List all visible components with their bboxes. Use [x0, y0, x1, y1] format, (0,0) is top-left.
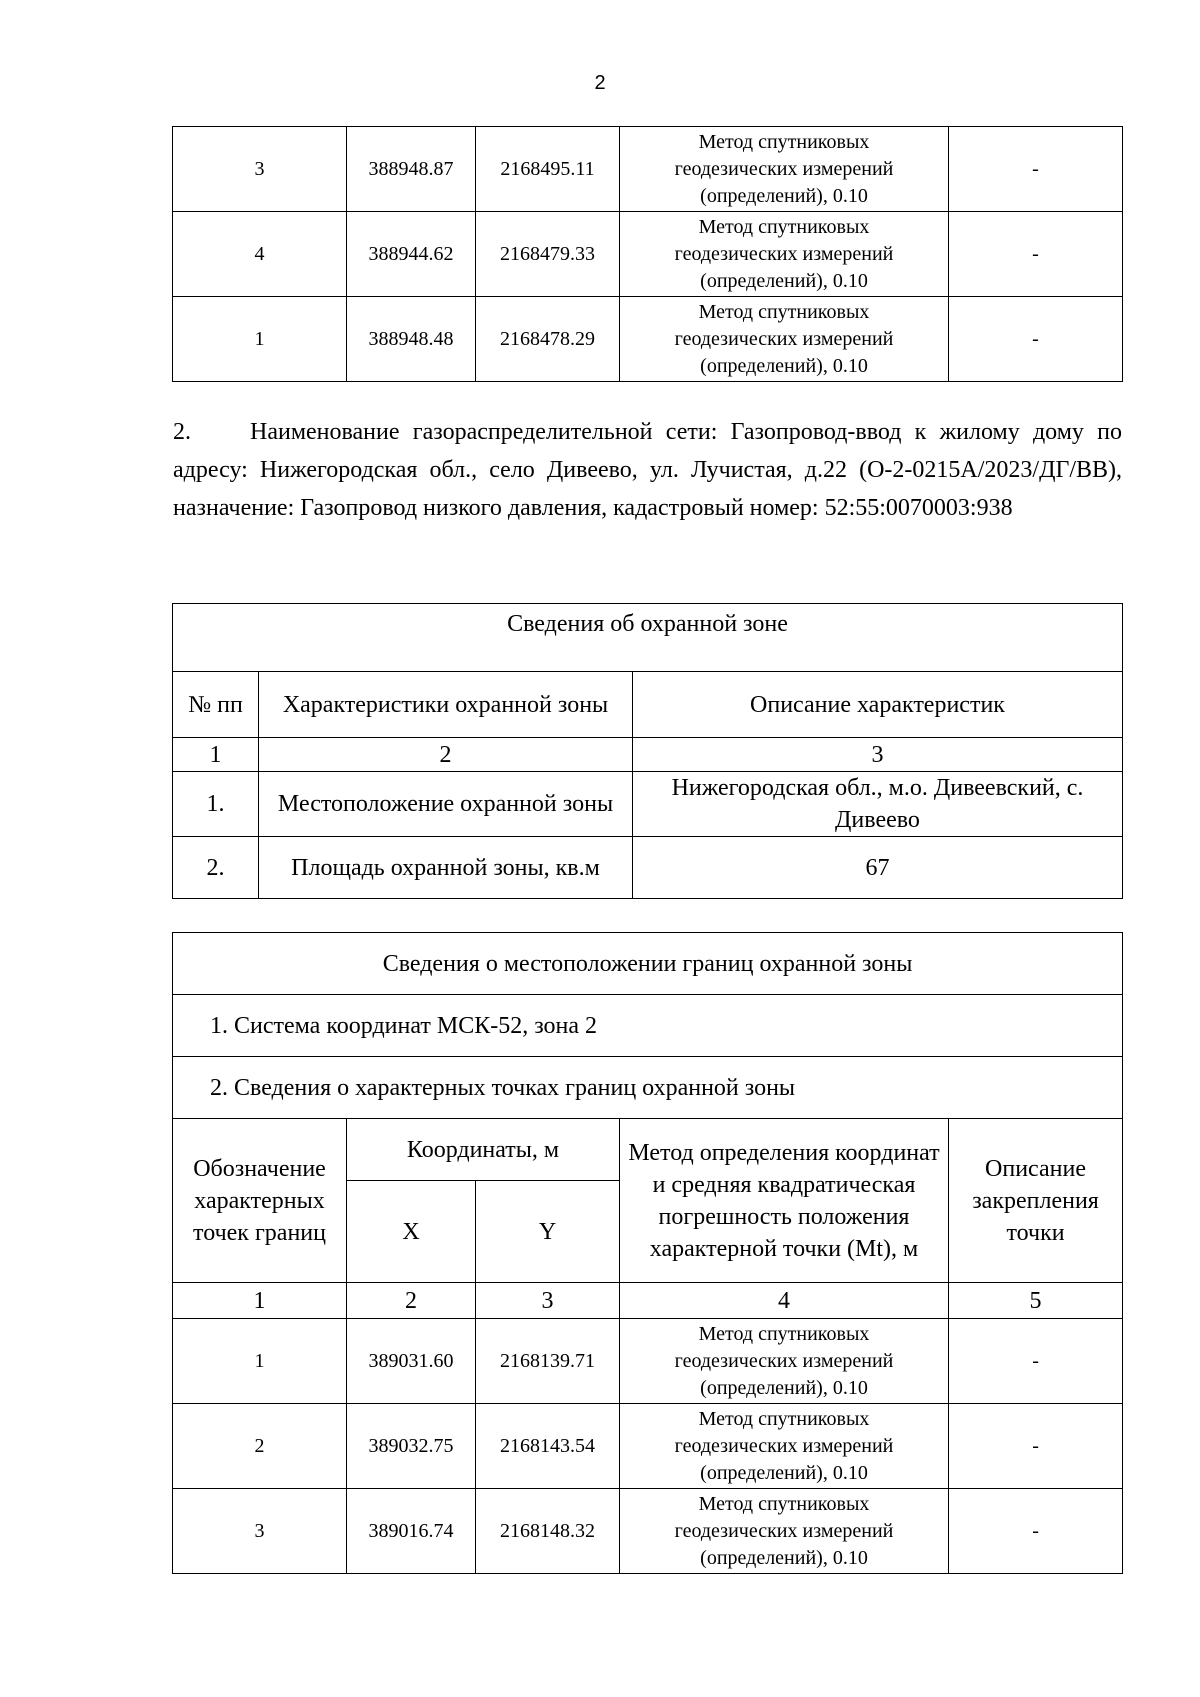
point-cell: 4 — [173, 212, 347, 297]
col-number: 3 — [633, 738, 1123, 772]
header-characteristics: Характеристики охранной зоны — [259, 672, 633, 738]
point-cell: 3 — [173, 1489, 347, 1574]
row-number: 1. — [173, 772, 259, 837]
table-row — [173, 212, 1123, 297]
point-cell: 2 — [173, 1404, 347, 1489]
page-number: 2 — [594, 72, 606, 94]
fixing-cell: - — [949, 127, 1123, 212]
col-number: 2 — [347, 1283, 476, 1319]
table-row — [173, 1404, 1123, 1489]
col-number: 1 — [173, 738, 259, 772]
points-title: 2. Сведения о характерных точках границ охранной зоны — [173, 1057, 1123, 1119]
header-number: № пп — [173, 672, 259, 738]
boundary-coordinates-table — [172, 932, 1123, 1574]
header-fixing: Описание закрепления точки — [949, 1119, 1123, 1283]
point-cell: 1 — [173, 1319, 347, 1404]
header-x: X — [347, 1181, 476, 1283]
x-cell: 388948.48 — [347, 297, 476, 382]
table-row — [173, 1319, 1123, 1404]
fixing-cell: - — [949, 1489, 1123, 1574]
y-cell: 2168143.54 — [476, 1404, 620, 1489]
section-number: 2. — [173, 419, 191, 445]
row-value: 67 — [633, 837, 1123, 899]
y-cell: 2168478.29 — [476, 297, 620, 382]
header-y: Y — [476, 1181, 620, 1283]
section-2-paragraph — [173, 413, 1122, 527]
col-number: 1 — [173, 1283, 347, 1319]
header-description: Описание характеристик — [633, 672, 1123, 738]
col-number: 5 — [949, 1283, 1123, 1319]
header-method: Метод определения координат и средняя квадратическая погрешность положения характерной точки (Mt), м — [620, 1119, 949, 1283]
y-cell: 2168479.33 — [476, 212, 620, 297]
point-cell: 1 — [173, 297, 347, 382]
table-row — [173, 772, 1123, 837]
table-row — [173, 127, 1123, 212]
boundary-table-title: Сведения о местоположении границ охранной зоны — [173, 933, 1123, 995]
table-row — [173, 837, 1123, 899]
method-cell: Метод спутниковых геодезических измерений (определений), 0.10 — [620, 1404, 949, 1489]
fixing-cell: - — [949, 297, 1123, 382]
method-cell: Метод спутниковых геодезических измерений (определений), 0.10 — [620, 212, 949, 297]
col-number: 4 — [620, 1283, 949, 1319]
x-cell: 389016.74 — [347, 1489, 476, 1574]
y-cell: 2168139.71 — [476, 1319, 620, 1404]
method-cell: Метод спутниковых геодезических измерений (определений), 0.10 — [620, 1489, 949, 1574]
table-row — [173, 297, 1123, 382]
section-text: Наименование газораспределительной сети: Газопровод-ввод к жилому дому по адресу: Нижегородская обл., село Дивеево, ул. Лучистая, д.22 (О-2-0215А/2023/ДГ/ВВ), назначение: Газопровод низкого давления, кадастровый номер: 52:55:0070003:938 — [173, 419, 1122, 521]
top-coordinates-table — [172, 126, 1123, 382]
method-cell: Метод спутниковых геодезических измерений (определений), 0.10 — [620, 127, 949, 212]
row-value: Нижегородская обл., м.о. Дивеевский, с. Дивеево — [633, 772, 1123, 837]
x-cell: 388944.62 — [347, 212, 476, 297]
header-designation: Обозначение характерных точек границ — [173, 1119, 347, 1283]
header-coordinates: Координаты, м — [347, 1119, 620, 1181]
row-number: 2. — [173, 837, 259, 899]
x-cell: 389032.75 — [347, 1404, 476, 1489]
method-cell: Метод спутниковых геодезических измерений (определений), 0.10 — [620, 297, 949, 382]
method-cell: Метод спутниковых геодезических измерений (определений), 0.10 — [620, 1319, 949, 1404]
y-cell: 2168148.32 — [476, 1489, 620, 1574]
x-cell: 389031.60 — [347, 1319, 476, 1404]
zone-table-title: Сведения об охранной зоне — [173, 604, 1123, 672]
row-name: Местоположение охранной зоны — [259, 772, 633, 837]
coordinate-system: 1. Система координат МСК-52, зона 2 — [173, 995, 1123, 1057]
row-name: Площадь охранной зоны, кв.м — [259, 837, 633, 899]
protection-zone-table — [172, 603, 1123, 899]
y-cell: 2168495.11 — [476, 127, 620, 212]
col-number: 3 — [476, 1283, 620, 1319]
col-number: 2 — [259, 738, 633, 772]
fixing-cell: - — [949, 1404, 1123, 1489]
x-cell: 388948.87 — [347, 127, 476, 212]
point-cell: 3 — [173, 127, 347, 212]
fixing-cell: - — [949, 1319, 1123, 1404]
table-row — [173, 1489, 1123, 1574]
fixing-cell: - — [949, 212, 1123, 297]
